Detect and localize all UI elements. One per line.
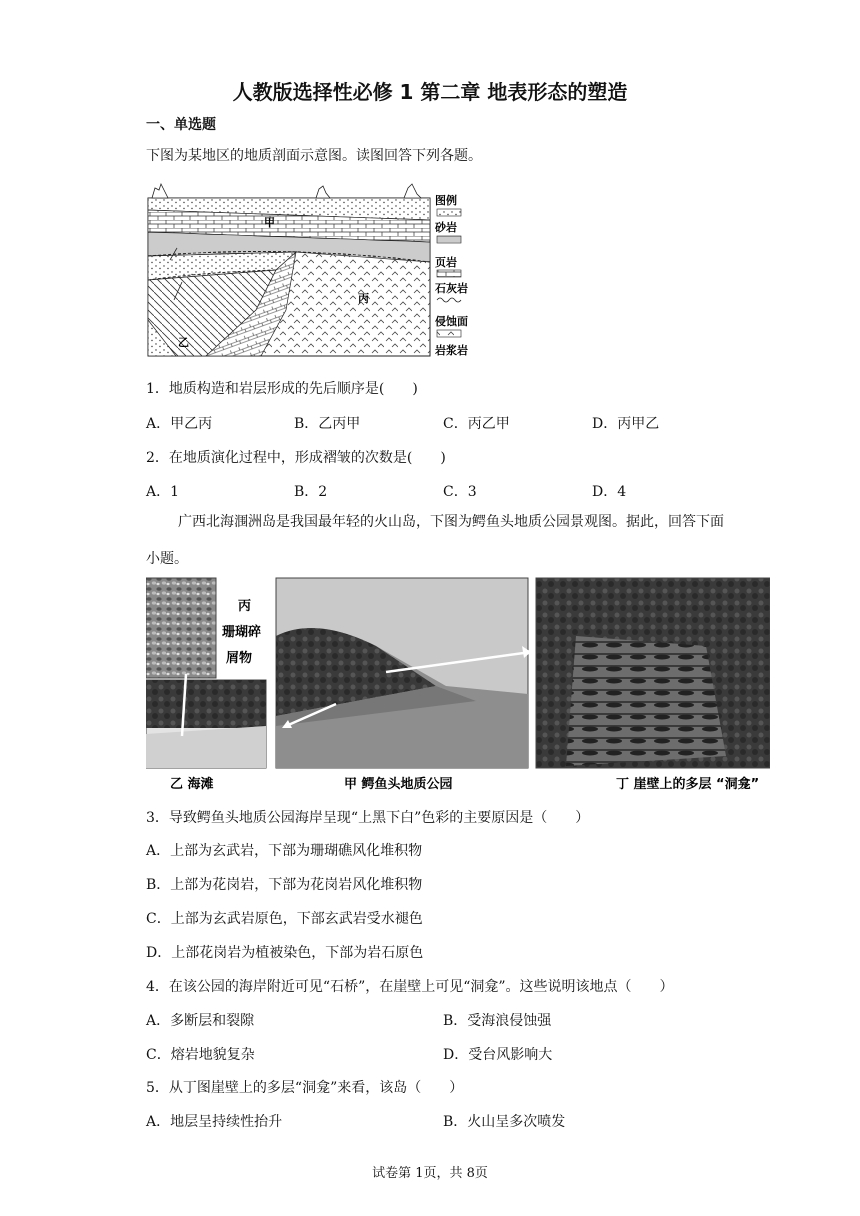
q1-option-a: A．甲乙丙 [146,416,213,432]
q3-option-c: C．上部为玄武岩原色，下部玄武岩受水褪色 [146,911,423,927]
question-4-stem: 4．在该公园的海岸附近可见“石桥”，在崖壁上可见“洞龛”。这些说明该地点（ ） [146,979,674,995]
bing-desc-line1: 珊瑚碎 [222,625,262,640]
q2-option-b: B．2 [294,484,328,500]
q2-option-d: D．4 [592,484,627,500]
question-5-stem: 5．从丁图崖壁上的多层“洞龛”来看，该岛（ ） [146,1080,464,1096]
legend-erosion-surface: 侵蚀面 [435,315,468,328]
q3-option-a: A．上部为玄武岩，下部为珊瑚礁风化堆积物 [146,843,423,859]
intro-text-2: 广西北海涠洲岛是我国最年轻的火山岛，下图为鳄鱼头地质公园景观图。据此，回答下面小题。 [146,514,724,567]
legend-sandstone: 砂岩 [435,221,457,234]
legend-title: 图例 [435,194,457,207]
section-heading: 一、单选题 [146,117,216,133]
question-1-stem: 1．地质构造和岩层形成的先后顺序是( ) [146,381,418,397]
q1-option-d: D．丙甲乙 [592,416,660,432]
q5-option-a: A．地层呈持续性抬升 [146,1114,283,1130]
q3-option-b: B．上部为花岗岩，下部为花岗岩风化堆积物 [146,877,423,893]
q4-option-d: D．受台风影响大 [443,1047,553,1063]
label-jia: 甲 [264,216,275,229]
page-title: 人教版选择性必修 1 第二章 地表形态的塑造 [232,80,628,104]
question-2-stem: 2．在地质演化过程中，形成褶皱的次数是( ) [146,450,446,466]
legend-igneous: 岩浆岩 [435,344,468,357]
geopark-photo-figure [146,576,770,798]
q5-option-b: B．火山呈多次喷发 [443,1114,566,1130]
q3-option-d: D．上部花岗岩为植被染色，下部为岩石原色 [146,945,424,961]
q4-option-a: A．多断层和裂隙 [146,1013,255,1029]
caption-cliff-niches: 丁 崖壁上的多层 “洞龛” [616,777,760,792]
label-yi: 乙 [178,336,189,349]
q2-option-c: C．3 [443,484,477,500]
caption-geopark: 甲 鳄鱼头地质公园 [344,777,453,792]
geologic-section-figure [146,180,476,358]
q4-option-b: B．受海浪侵蚀强 [443,1013,552,1029]
q1-option-b: B．乙丙甲 [294,416,361,432]
q4-option-c: C．熔岩地貌复杂 [146,1047,255,1063]
bing-photo-label: 丙 [238,599,252,614]
legend-shale: 页岩 [435,256,457,269]
q1-option-c: C．丙乙甲 [443,416,510,432]
intro-text-1: 下图为某地区的地质剖面示意图。读图回答下列各题。 [146,148,482,164]
page-footer: 试卷第 1页，共 8页 [372,1166,488,1181]
caption-beach: 乙 海滩 [170,777,214,792]
legend-limestone: 石灰岩 [435,282,468,295]
label-bing: 丙 [358,292,369,305]
q2-option-a: A．1 [146,484,180,500]
question-3-stem: 3．导致鳄鱼头地质公园海岸呈现“上黑下白”色彩的主要原因是（ ） [146,810,590,826]
bing-desc-line2: 屑物 [226,651,253,666]
